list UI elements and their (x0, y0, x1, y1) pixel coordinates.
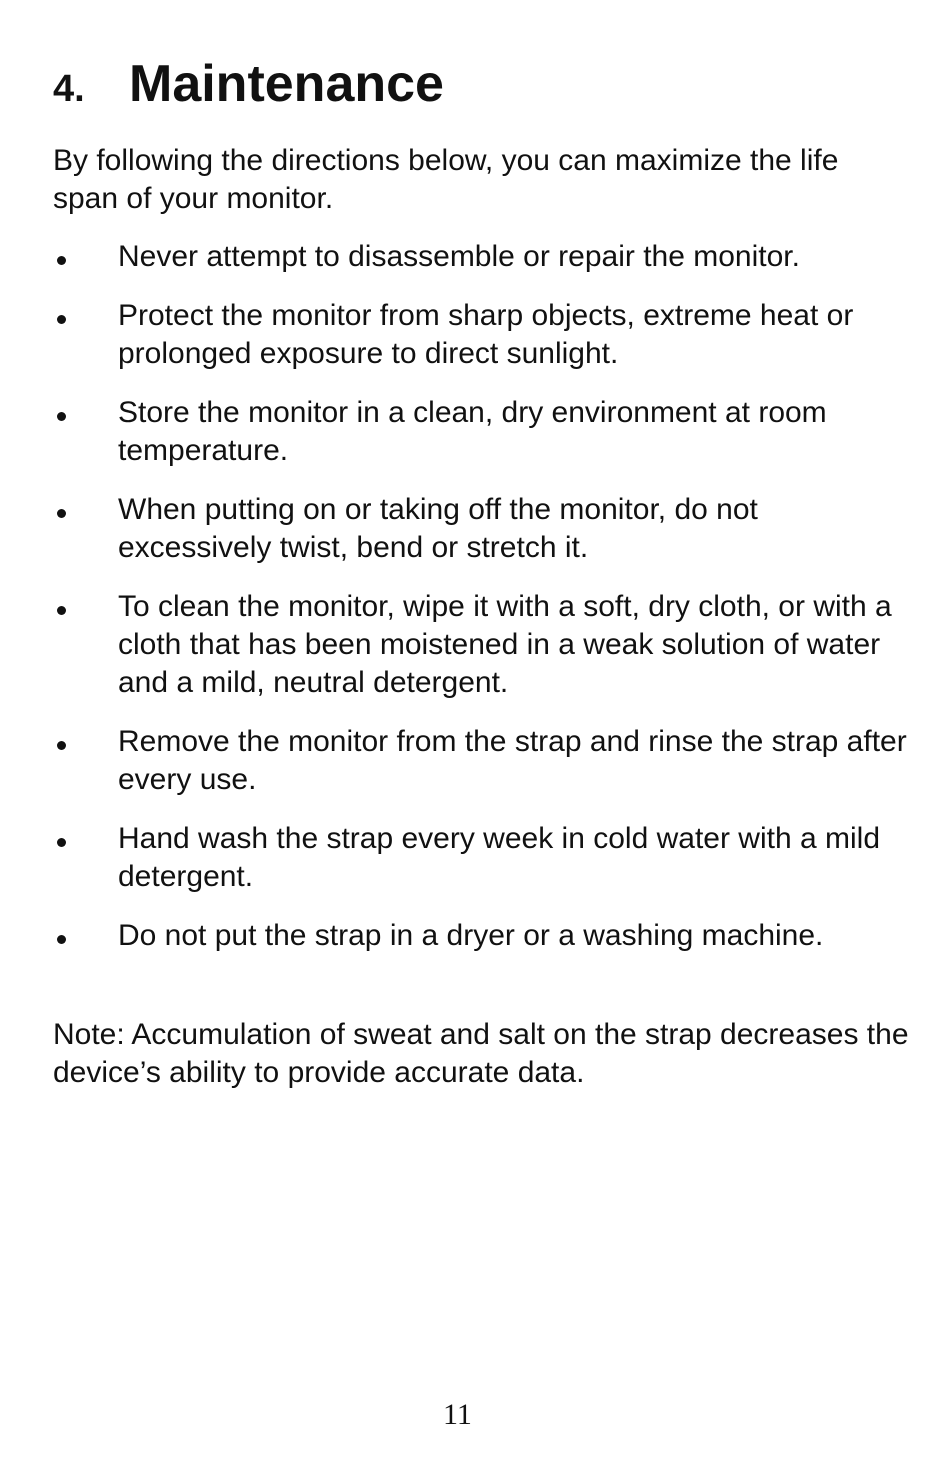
list-item (53, 238, 913, 276)
list-item (53, 820, 913, 896)
list-item-text: Never attempt to disassemble or repair the monitor. (118, 240, 800, 273)
list-item-text: Remove the monitor from the strap and rinse the strap after every use. (118, 725, 907, 796)
list-item (53, 394, 913, 470)
list-item (53, 297, 913, 373)
intro-paragraph: By following the directions below, you can maximize the life span of your monitor. (53, 144, 839, 215)
bullet-icon (57, 935, 66, 944)
section-number: 4. (53, 68, 85, 110)
list-item (53, 588, 913, 702)
list-item-text: Protect the monitor from sharp objects, extreme heat or prolonged exposure to direct sunlight. (118, 299, 854, 370)
maintenance-list (53, 238, 913, 976)
list-item (53, 917, 913, 955)
list-item-text: Hand wash the strap every week in cold water with a mild detergent. (118, 822, 881, 893)
bullet-icon (57, 741, 66, 750)
bullet-icon (57, 256, 66, 265)
list-item (53, 723, 913, 799)
page-number: 11 (443, 1398, 472, 1431)
note-paragraph: Note: Accumulation of sweat and salt on the strap decreases the device’s ability to provide accurate data. (53, 1018, 909, 1089)
bullet-icon (57, 606, 66, 615)
bullet-icon (57, 838, 66, 847)
list-item-text: Do not put the strap in a dryer or a washing machine. (118, 919, 824, 952)
list-item-text: Store the monitor in a clean, dry environment at room temperature. (118, 396, 827, 467)
list-item-text: When putting on or taking off the monitor, do not excessively twist, bend or stretch it. (118, 493, 758, 564)
bullet-icon (57, 509, 66, 518)
list-item-text: To clean the monitor, wipe it with a soft, dry cloth, or with a cloth that has been moistened in a weak solution of water and a mild, neutral detergent. (118, 590, 892, 699)
section-heading (53, 55, 444, 113)
list-item (53, 491, 913, 567)
bullet-icon (57, 412, 66, 421)
bullet-icon (57, 315, 66, 324)
section-title: Maintenance (129, 55, 444, 113)
